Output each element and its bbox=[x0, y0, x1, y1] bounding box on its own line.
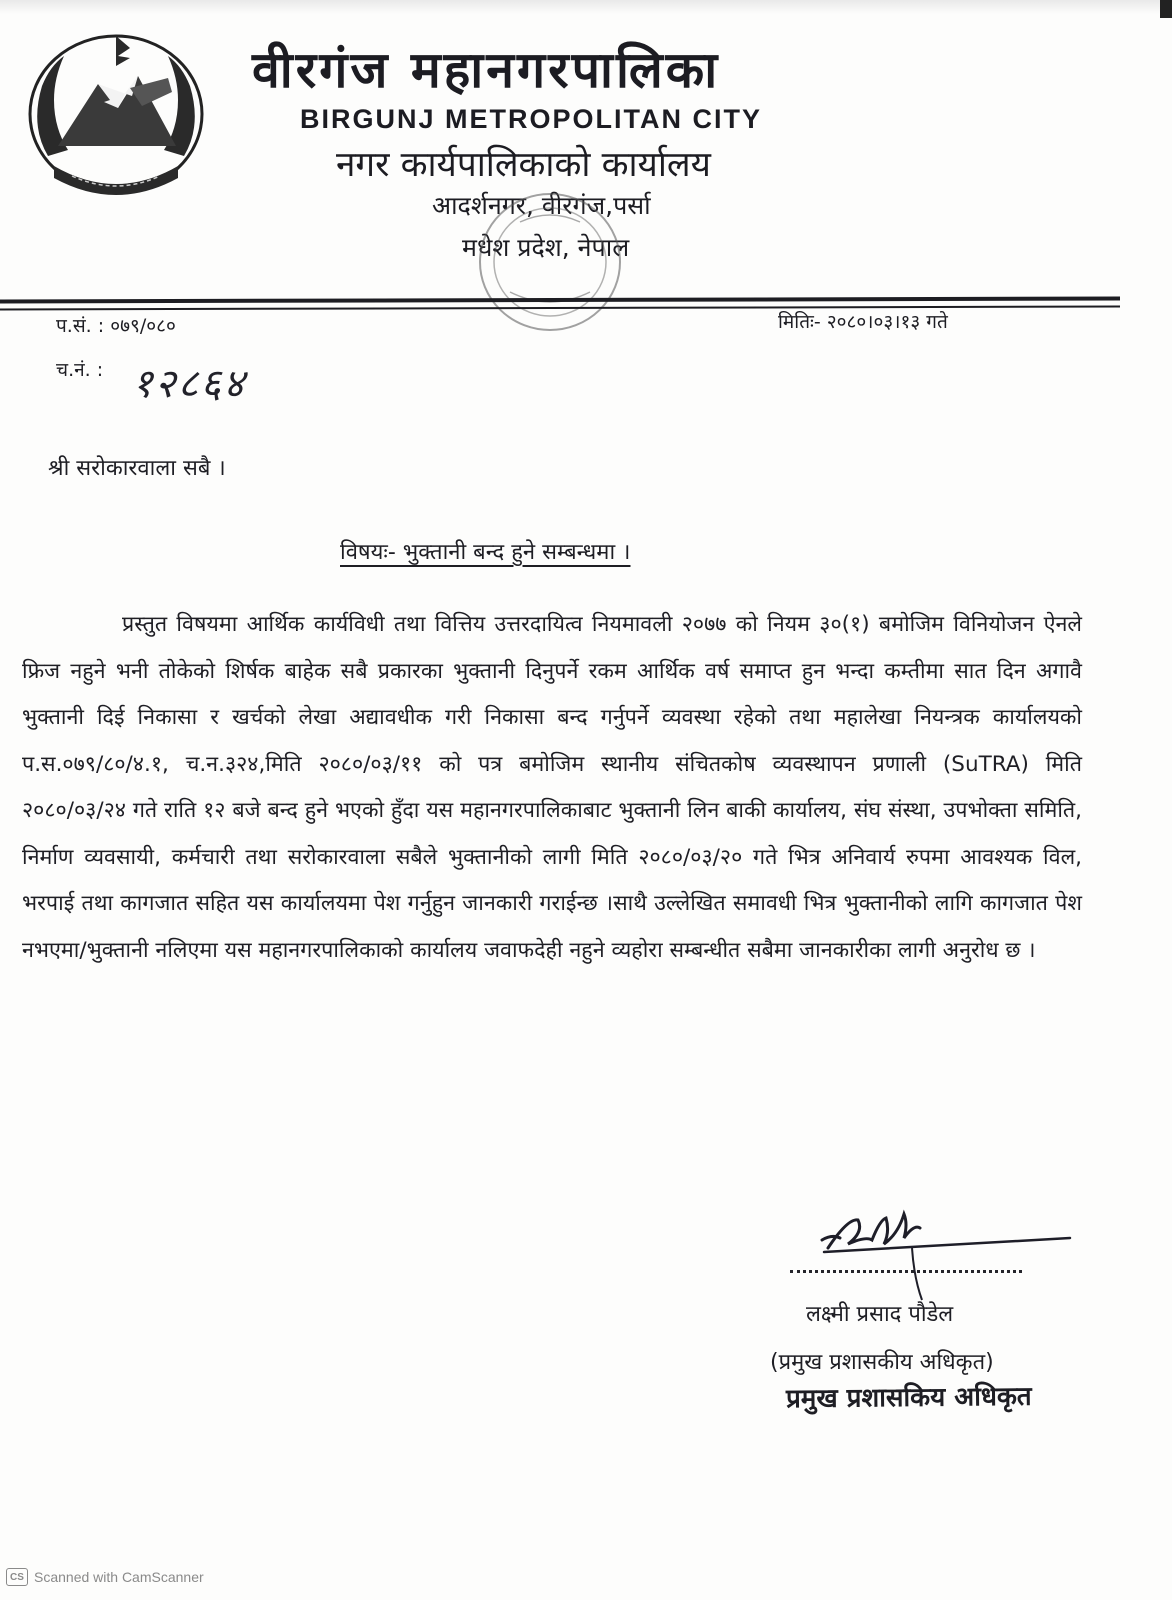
designation-stamp: प्रमुख प्रशासकिय अधिकृत bbox=[785, 1381, 1032, 1415]
letter-body: प्रस्तुत विषयमा आर्थिक कार्यविधी तथा वित्तिय उत्तरदायित्व नियमावली २०७७ को नियम ३०(१) बमोजिम विनियोजन ऐनले फ्रिज नहुने भनी तोकेको शिर्षक बाहेक सबै प्रकारका भुक्तानी दिनुपर्ने रकम आर्थिक वर्ष समाप्त हुन भन्दा कम्तीमा सात दिन अगावै भुक्तानी दिई निकासा र खर्चको लेखा अद्यावधीक गरी निकासा बन्द गर्नुपर्ने व्यवस्था रहेको तथा महालेखा नियन्त्रक कार्यालयको प.स.०७९/८०/४.१, च.न.३२४,मिति २०८०/०३/११ को पत्र बमोजिम स्थानीय संचितकोष व्यवस्थापन प्रणाली (SuTRA) मिति २०८०/०३/२४ गते राति १२ बजे बन्द हुने भएको हुँदा यस महानगरपालिकाबाट भुक्तानी लिन बाकी कार्यालय, संघ संस्था, उपभोक्ता समिति, निर्माण व्यवसायी, कर्मचारी तथा सरोकारवाला सबैले भुक्तानीको लागी मिति २०८०/०३/२० गते भित्र अनिवार्य रुपमा आवश्यक विल, भरपाई तथा कागजात सहित यस कार्यालयमा पेश गर्नुहुन जानकारी गराईन्छ ।साथै उल्लेखित समावधी भित्र भुक्तानीको लागि कागजात पेश नभएमा/भुक्तानी नलिएमा यस महानगरपालिकाको कार्यालय जवाफदेही नहुने व्यहोरा सम्बन्धीत सबैमा जानकारीका लागी अनुरोध छ । bbox=[22, 612, 1082, 963]
municipal-emblem-icon bbox=[18, 26, 214, 198]
signatory-designation: (प्रमुख प्रशासकीय अधिकृत) bbox=[770, 1350, 994, 1375]
reference-label: प.सं. bbox=[56, 315, 92, 337]
addressee: श्री सरोकारवाला सबै । bbox=[48, 456, 226, 481]
letter-date bbox=[778, 308, 948, 334]
date-value: २०८०।०३।१३ गते bbox=[826, 311, 948, 333]
watermark-text: Scanned with CamScanner bbox=[34, 1569, 204, 1585]
signature-line bbox=[790, 1270, 1022, 1273]
signatory-name: लक्ष्मी प्रसाद पौडेल bbox=[806, 1302, 954, 1327]
letter-subject: विषयः- भुक्तानी बन्द हुने सम्बन्धमा । bbox=[340, 540, 631, 565]
office-address: आदर्शनगर, वीरगंज,पर्सा bbox=[432, 191, 651, 220]
scan-edge bbox=[1160, 0, 1172, 18]
dispatch-label: च.नं. : bbox=[56, 359, 104, 381]
municipality-title-np: वीरगंज महानगरपालिका bbox=[252, 40, 721, 99]
camscanner-icon: CS bbox=[6, 1568, 28, 1586]
scanner-watermark bbox=[6, 1568, 204, 1586]
handwritten-signature bbox=[800, 1200, 1080, 1310]
scan-shadow bbox=[0, 0, 1172, 14]
reference-number: प.सं. : ०७९/०८० bbox=[56, 315, 176, 337]
office-name: नगर कार्यपालिकाको कार्यालय bbox=[336, 145, 711, 185]
office-stamp bbox=[470, 182, 680, 352]
municipality-title-en: BIRGUNJ METROPOLITAN CITY bbox=[300, 104, 763, 134]
date-label: मितिः- bbox=[778, 311, 821, 333]
office-province: मधेश प्रदेश, नेपाल bbox=[462, 233, 630, 262]
dispatch-number: १२८६४ bbox=[132, 361, 246, 407]
reference-value: ०७९/०८० bbox=[110, 315, 176, 337]
